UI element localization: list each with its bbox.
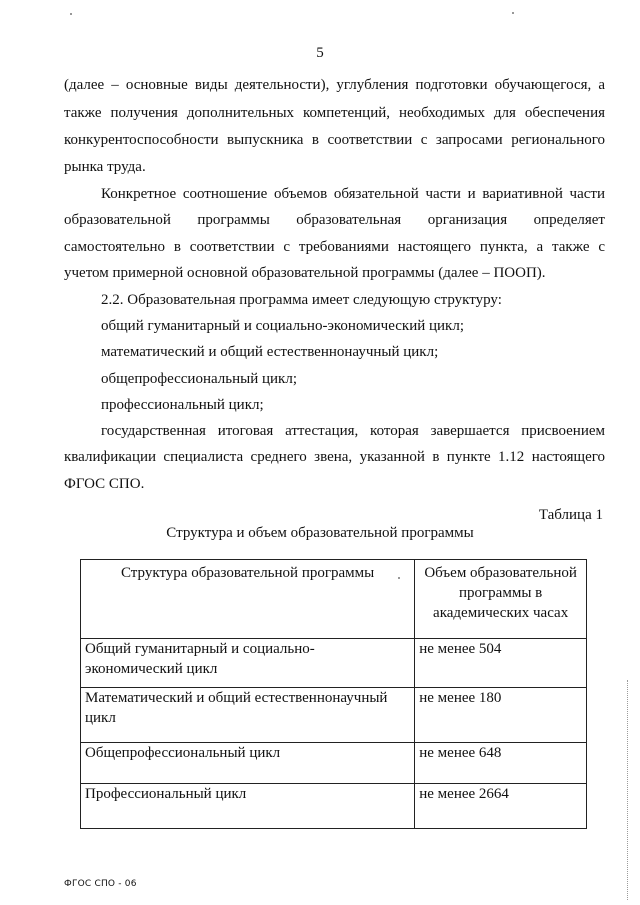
row-name: Общепрофессиональный цикл xyxy=(81,743,415,784)
paragraph-line: рынка труда. xyxy=(64,159,146,175)
list-item: государственная итоговая аттестация, которая завершается присвоением xyxy=(101,423,605,439)
table-row xyxy=(81,688,587,743)
paragraph-line: (далее – основные виды деятельности), углубления подготовки обучающегося, а xyxy=(64,77,605,93)
row-name: Математический и общий естественнонаучный цикл xyxy=(81,688,415,743)
list-item: общепрофессиональный цикл; xyxy=(101,371,297,387)
table-row xyxy=(81,639,587,688)
list-item: общий гуманитарный и социально-экономический цикл; xyxy=(101,318,464,334)
table-label: Таблица 1 xyxy=(538,507,603,523)
paragraph-line: образовательной программы образовательная организация определяет xyxy=(64,212,605,228)
list-item: математический и общий естественнонаучный цикл; xyxy=(101,344,439,360)
row-name: Профессиональный цикл xyxy=(81,784,415,829)
table-title: Структура и объем образовательной программы xyxy=(166,525,474,541)
footer-code: ФГОС СПО - 06 xyxy=(64,879,137,889)
paragraph-line: квалификации специалиста среднего звена, указанной в пункте 1.12 настоящего xyxy=(64,449,605,465)
page-number: 5 xyxy=(316,45,324,61)
paragraph-line: самостоятельно в соответствии с требованиями настоящего пункта, а также с xyxy=(64,239,605,255)
table-header-row xyxy=(81,560,587,639)
row-name: Общий гуманитарный и социально-экономический цикл xyxy=(81,639,415,688)
paragraph-line: Конкретное соотношение объемов обязательной части и вариативной части xyxy=(101,186,605,202)
row-value: не менее 648 xyxy=(415,743,587,784)
header-structure: Структура образовательной программы xyxy=(81,560,415,639)
scan-speck xyxy=(70,13,72,15)
table-row xyxy=(81,784,587,829)
paragraph-line: конкурентоспособности выпускника в соответствии с запросами регионального xyxy=(64,132,605,148)
scan-speck xyxy=(398,577,400,579)
structure-table xyxy=(80,559,587,829)
list-item: профессиональный цикл; xyxy=(101,397,264,413)
row-value: не менее 2664 xyxy=(415,784,587,829)
section-heading: 2.2. Образовательная программа имеет следующую структуру: xyxy=(101,292,502,308)
table-row xyxy=(81,743,587,784)
paragraph-line: учетом примерной основной образовательной программы (далее – ПООП). xyxy=(64,265,546,281)
scan-margin-mark xyxy=(627,680,629,900)
paragraph-line: ФГОС СПО. xyxy=(64,476,145,492)
row-value: не менее 504 xyxy=(415,639,587,688)
header-volume: Объем образовательной программы в академических часах xyxy=(415,560,587,639)
scan-speck xyxy=(512,12,514,14)
paragraph-line: также получения дополнительных компетенций, необходимых для обеспечения xyxy=(64,105,605,121)
row-value: не менее 180 xyxy=(415,688,587,743)
